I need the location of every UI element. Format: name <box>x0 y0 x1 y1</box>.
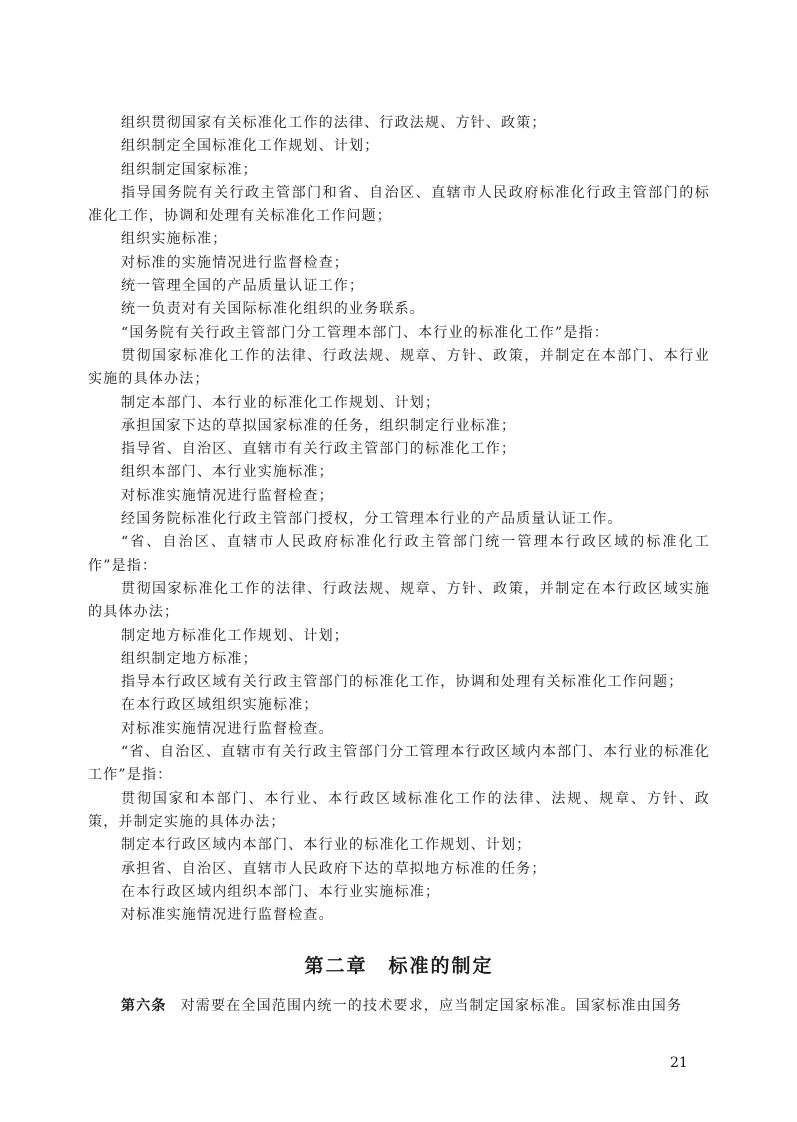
paragraph: 在本行政区域内组织本部门、本行业实施标准； <box>121 883 441 900</box>
paragraph: 组织实施标准； <box>121 231 228 248</box>
paragraph: 统一管理全国的产品质量认证工作； <box>121 278 365 295</box>
paragraph: 承担国家下达的草拟国家标准的任务，组织制定行业标准； <box>121 417 517 434</box>
paragraph: 贯彻国家标准化工作的法律、行政法规、规章、方针、政策，并制定在本行政区域实施的具体办法； <box>88 580 710 621</box>
paragraph: 指导国务院有关行政主管部门和省、自治区、直辖市人民政府标准化行政主管部门的标准化工作，协调和处理有关标准化工作问题； <box>88 184 710 225</box>
paragraph: 承担省、自治区、直辖市人民政府下达的草拟地方标准的任务； <box>121 860 547 877</box>
paragraph: 组织贯彻国家有关标准化工作的法律、行政法规、方针、政策； <box>121 115 547 131</box>
article-text: 对需要在全国范围内统一的技术要求，应当制定国家标准。国家标准由国务 <box>180 998 683 1015</box>
page-number: 21 <box>670 1055 688 1071</box>
paragraph: 统一负责对有关国际标准化组织的业务联系。 <box>121 301 425 318</box>
article-label: 第六条 <box>121 998 167 1015</box>
paragraph: 指导省、自治区、直辖市有关行政主管部门的标准化工作； <box>121 441 517 458</box>
paragraph: “省、自治区、直辖市有关行政主管部门分工管理本行政区域内本部门、本行业的标准化工作”是指： <box>88 744 710 784</box>
paragraph: 对标准实施情况进行监督检查。 <box>121 720 334 737</box>
paragraph: 组织制定地方标准； <box>121 650 258 667</box>
paragraph: 对标准实施情况进行监督检查； <box>121 487 334 504</box>
paragraph: 在本行政区域组织实施标准； <box>121 697 319 714</box>
paragraph: 指导本行政区域有关行政主管部门的标准化工作，协调和处理有关标准化工作问题； <box>121 674 684 691</box>
paragraph: 制定本行政区域内本部门、本行业的标准化工作规划、计划； <box>121 837 532 854</box>
document-page <box>88 112 710 1019</box>
article-paragraph <box>88 995 710 1018</box>
paragraph: 对标准的实施情况进行监督检查； <box>121 254 349 271</box>
paragraph: 制定本部门、本行业的标准化工作规划、计划； <box>121 394 441 411</box>
paragraph: 组织制定全国标准化工作规划、计划； <box>121 138 380 155</box>
chapter-title: 第二章 标准的制定 <box>304 955 494 978</box>
paragraph: 贯彻国家标准化工作的法律、行政法规、规章、方针、政策，并制定在本部门、本行业实施的具体办法； <box>88 347 710 388</box>
paragraph: 制定地方标准化工作规划、计划； <box>121 627 349 644</box>
paragraph: “省、自治区、直辖市人民政府标准化行政主管部门统一管理本行政区域的标准化工作”是指： <box>88 534 710 574</box>
paragraph: “国务院有关行政主管部门分工管理本部门、本行业的标准化工作”是指： <box>121 324 609 341</box>
paragraph: 组织本部门、本行业实施标准； <box>121 464 334 481</box>
paragraph: 贯彻国家和本部门、本行业、本行政区域标准化工作的法律、法规、规章、方针、政策，并制定实施的具体办法； <box>88 790 710 830</box>
body-text <box>88 112 710 927</box>
paragraph: 组织制定国家标准； <box>121 161 258 178</box>
paragraph: 对标准实施情况进行监督检查。 <box>121 907 334 924</box>
paragraph: 经国务院标准化行政主管部门授权，分工管理本行业的产品质量认证工作。 <box>121 511 623 528</box>
